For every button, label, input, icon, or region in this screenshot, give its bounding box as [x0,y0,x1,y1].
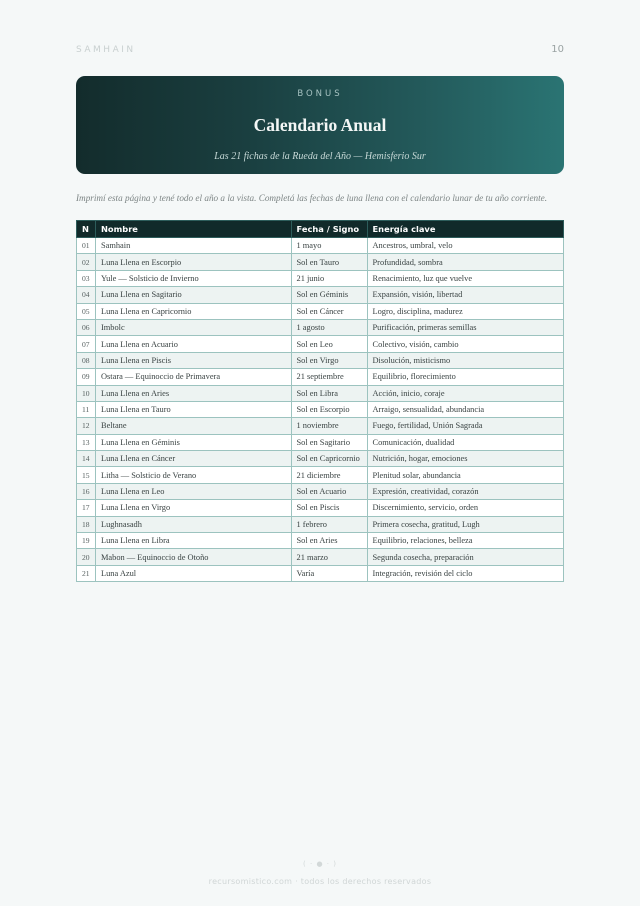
cell-number: 03 [77,270,96,286]
intro-text: Imprimí esta página y tené todo el año a la vista. Completá las fechas de luna llena con el calendario lunar de tu año corriente. [76,193,548,203]
cell-energy: Comunicación, dualidad [367,434,564,450]
cell-energy: Expresión, creatividad, corazón [367,483,564,499]
cell-name: Beltane [95,418,291,434]
running-header [76,44,564,55]
section-label: SAMHAIN [76,44,136,55]
table-row [77,516,564,532]
table-row [77,500,564,516]
cell-date-sign: Sol en Capricornio [291,451,367,467]
cell-name: Luna Llena en Piscis [95,352,291,368]
cell-number: 11 [77,401,96,417]
table-row [77,238,564,254]
cell-energy: Purificación, primeras semillas [367,319,564,335]
table-row [77,467,564,483]
cell-energy: Arraigo, sensualidad, abundancia [367,401,564,417]
cell-energy: Disolución, misticismo [367,352,564,368]
cell-date-sign: Varía [291,565,367,581]
cell-number: 05 [77,303,96,319]
cell-date-sign: 1 noviembre [291,418,367,434]
cell-name: Luna Llena en Sagitario [95,287,291,303]
column-header-energy: Energía clave [367,221,564,238]
cell-number: 19 [77,533,96,549]
cell-energy: Renacimiento, luz que vuelve [367,270,564,286]
cell-name: Luna Llena en Aries [95,385,291,401]
cell-number: 12 [77,418,96,434]
cell-energy: Equilibrio, florecimiento [367,369,564,385]
cell-number: 10 [77,385,96,401]
cell-energy: Logro, disciplina, madurez [367,303,564,319]
cell-energy: Colectivo, visión, cambio [367,336,564,352]
table-row [77,352,564,368]
cell-name: Litha — Solsticio de Verano [95,467,291,483]
calendar-table [76,220,564,582]
cell-date-sign: Sol en Escorpio [291,401,367,417]
cell-number: 21 [77,565,96,581]
cell-date-sign: 21 septiembre [291,369,367,385]
cell-name: Yule — Solsticio de Invierno [95,270,291,286]
column-header-number: N [77,221,96,238]
cell-date-sign: 1 agosto [291,319,367,335]
cell-energy: Segunda cosecha, preparación [367,549,564,565]
cell-date-sign: 1 mayo [291,238,367,254]
cell-number: 18 [77,516,96,532]
cell-date-sign: Sol en Libra [291,385,367,401]
cell-date-sign: Sol en Tauro [291,254,367,270]
cell-number: 09 [77,369,96,385]
table-row [77,369,564,385]
cell-energy: Plenitud solar, abundancia [367,467,564,483]
cell-number: 13 [77,434,96,450]
cell-name: Luna Llena en Escorpio [95,254,291,270]
table-header-row [77,221,564,238]
table-row [77,287,564,303]
cell-name: Ostara — Equinoccio de Primavera [95,369,291,385]
cell-date-sign: 21 marzo [291,549,367,565]
table-row [77,451,564,467]
cell-number: 16 [77,483,96,499]
cell-name: Samhain [95,238,291,254]
table-row [77,254,564,270]
cell-energy: Profundidad, sombra [367,254,564,270]
cell-energy: Discernimiento, servicio, orden [367,500,564,516]
cell-number: 04 [77,287,96,303]
cell-name: Luna Llena en Libra [95,533,291,549]
cell-number: 20 [77,549,96,565]
cell-name: Luna Azul [95,565,291,581]
cell-number: 06 [77,319,96,335]
cell-date-sign: Sol en Sagitario [291,434,367,450]
cell-date-sign: Sol en Cáncer [291,303,367,319]
cell-date-sign: Sol en Géminis [291,287,367,303]
cell-number: 01 [77,238,96,254]
table-row [77,401,564,417]
cell-energy: Integración, revisión del ciclo [367,565,564,581]
cell-date-sign: 21 diciembre [291,467,367,483]
cell-name: Luna Llena en Leo [95,483,291,499]
table-row [77,270,564,286]
column-header-name: Nombre [95,221,291,238]
table-row [77,549,564,565]
cell-energy: Fuego, fertilidad, Unión Sagrada [367,418,564,434]
banner-eyebrow: BONUS [297,89,343,99]
table-row [77,483,564,499]
table-row [77,385,564,401]
cell-energy: Expansión, visión, libertad [367,287,564,303]
cell-number: 17 [77,500,96,516]
cell-name: Imbolc [95,319,291,335]
cell-name: Mabon — Equinoccio de Otoño [95,549,291,565]
cell-energy: Acción, inicio, coraje [367,385,564,401]
cell-name: Luna Llena en Géminis [95,434,291,450]
cell-energy: Nutrición, hogar, emociones [367,451,564,467]
table-row [77,418,564,434]
table-row [77,336,564,352]
cell-energy: Equilibrio, relaciones, belleza [367,533,564,549]
cell-date-sign: Sol en Piscis [291,500,367,516]
cell-number: 02 [77,254,96,270]
title-banner [76,76,564,174]
page-title: Calendario Anual [253,115,387,135]
cell-date-sign: Sol en Leo [291,336,367,352]
cell-date-sign: Sol en Virgo [291,352,367,368]
footer-text: recursomistico.com · todos los derechos reservados [208,877,432,886]
table-row [77,319,564,335]
cell-name: Luna Llena en Cáncer [95,451,291,467]
moon-ornament-icon: ( · ● · ) [303,860,337,868]
cell-number: 14 [77,451,96,467]
banner-subtitle: Las 21 fichas de la Rueda del Año — Hemisferio Sur [214,151,426,162]
table-row [77,533,564,549]
cell-date-sign: Sol en Acuario [291,483,367,499]
cell-name: Luna Llena en Tauro [95,401,291,417]
table-row [77,434,564,450]
cell-energy: Ancestros, umbral, velo [367,238,564,254]
table-row [77,303,564,319]
table-row [77,565,564,581]
cell-number: 07 [77,336,96,352]
column-header-date-sign: Fecha / Signo [291,221,367,238]
cell-date-sign: Sol en Aries [291,533,367,549]
cell-name: Luna Llena en Acuario [95,336,291,352]
cell-number: 08 [77,352,96,368]
cell-name: Lughnasadh [95,516,291,532]
cell-name: Luna Llena en Virgo [95,500,291,516]
page-number: 10 [551,44,564,55]
cell-name: Luna Llena en Capricornio [95,303,291,319]
cell-date-sign: 21 junio [291,270,367,286]
cell-date-sign: 1 febrero [291,516,367,532]
cell-energy: Primera cosecha, gratitud, Lugh [367,516,564,532]
cell-number: 15 [77,467,96,483]
